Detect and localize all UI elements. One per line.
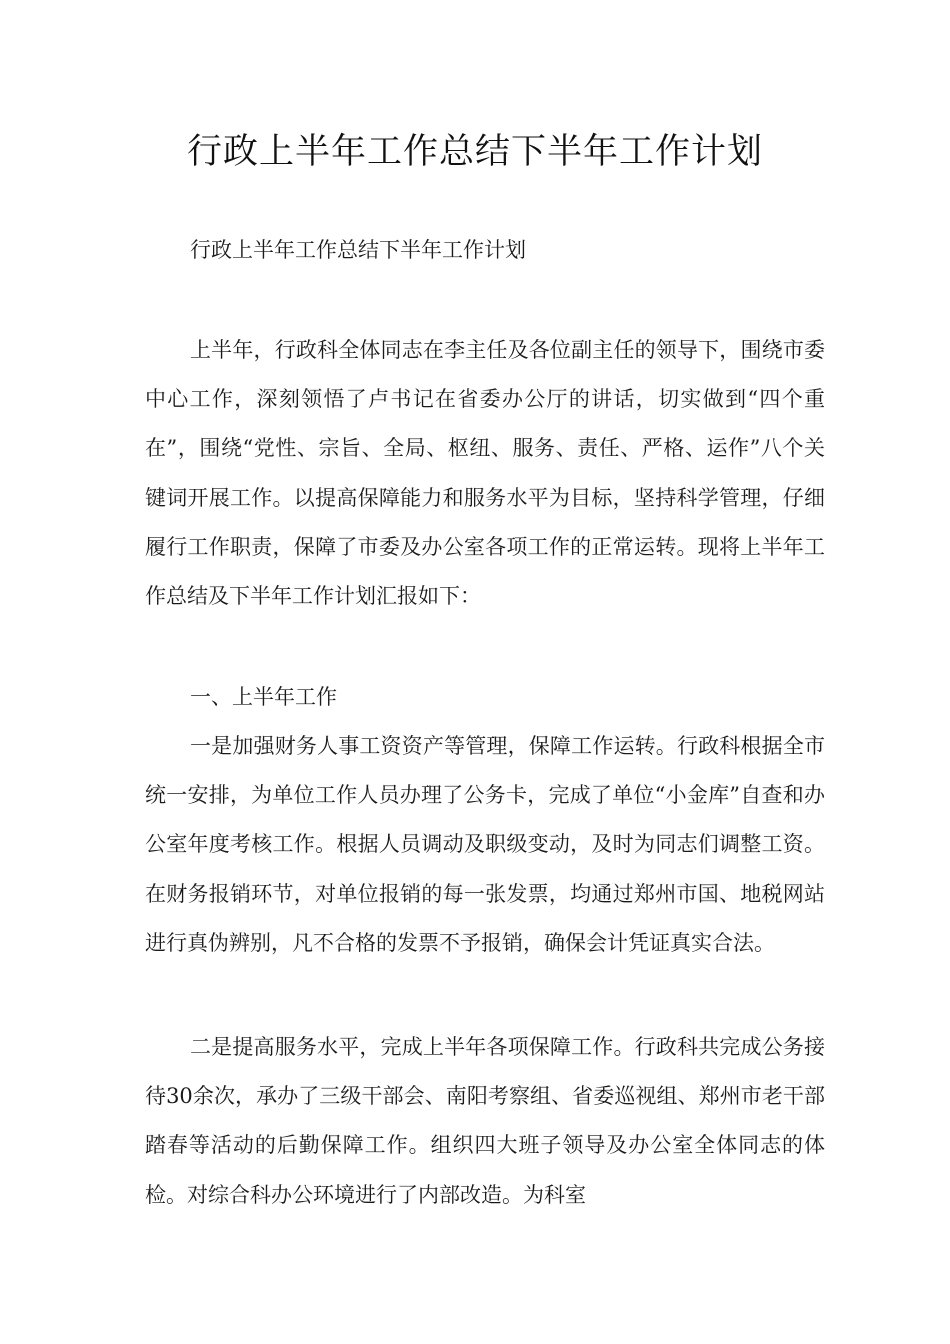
document-subtitle: 行政上半年工作总结下半年工作计划 (190, 238, 526, 262)
document-title: 行政上半年工作总结下半年工作计划 (186, 132, 763, 172)
intro-paragraph: 上半年，行政科全体同志在李主任及各位副主任的领导下，围绕市委中心工作，深刻领悟了卢书记在省委办公厅的讲话，切实做到“四个重在”，围绕“党性、宗旨、全局、枢纽、服务、责任、严格、运作”八个关键词开展工作。以提高保障能力和服务水平为目标，坚持科学管理，仔细履行工作职责，保障了市委及办公室各项工作的正常运转。现将上半年工作总结及下半年工作计划汇报如下： (145, 338, 825, 609)
section-heading-first-half: 一、上半年工作 (190, 685, 337, 709)
work-item-paragraph-1: 一是加强财务人事工资资产等管理，保障工作运转。行政科根据全市统一安排，为单位工作人员办理了公务卡，完成了单位“小金库”自查和办公室年度考核工作。根据人员调动及职级变动，及时为同志们调整工资。在财务报销环节，对单位报销的每一张发票，均通过郑州市国、地税网站进行真伪辨别，凡不合格的发票不予报销，确保会计凭证真实合法。 (145, 734, 825, 955)
work-item-paragraph-2: 二是提高服务水平，完成上半年各项保障工作。行政科共完成公务接待30余次，承办了三级干部会、南阳考察组、省委巡视组、郑州市老干部踏春等活动的后勤保障工作。组织四大班子领导及办公室全体同志的体检。对综合科办公环境进行了内部改造。为科室 (145, 1035, 825, 1207)
